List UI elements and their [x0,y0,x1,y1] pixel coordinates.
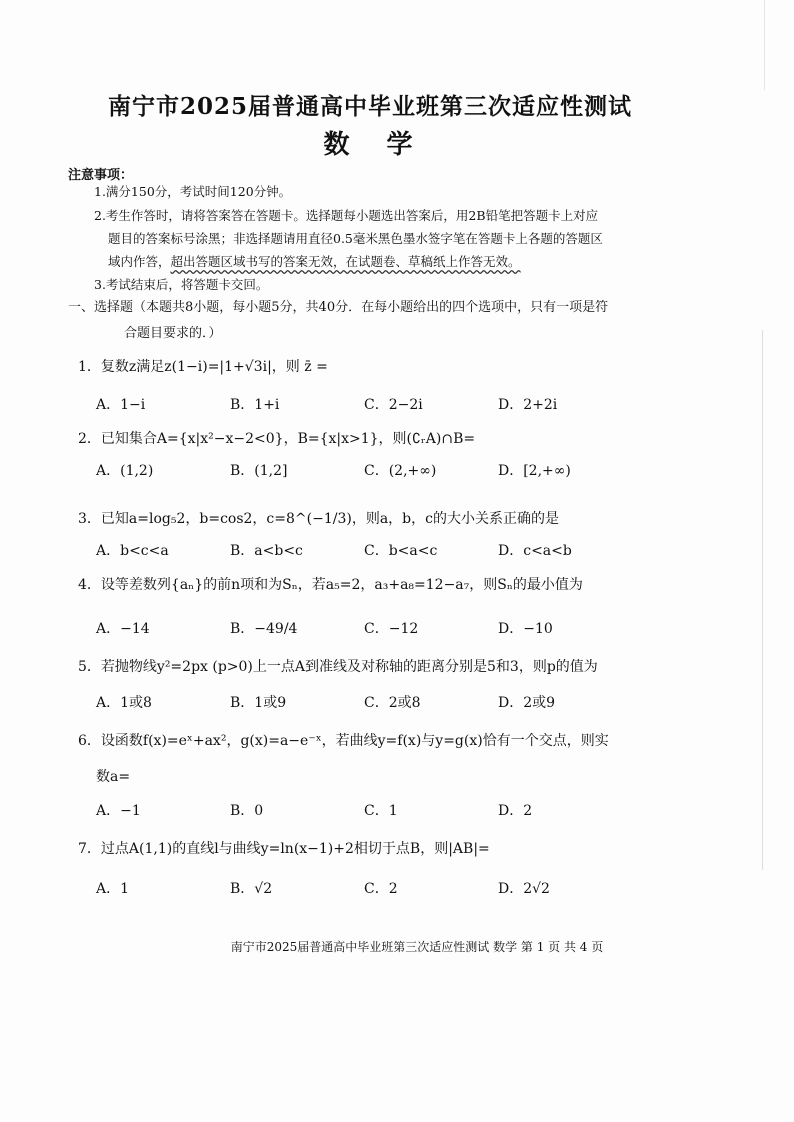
question-3: 3．已知a=log₅2，b=cos2，c=8^(−1/3)，则a，b，c的大小关系正确的是 [78,511,559,527]
note-item-2-cont: 题目的答案标号涂黑；非选择题请用直径0.5毫米黑色墨水签字笔在答题卡上各题的答题区 [108,231,603,246]
q7-option-b: B．√2 [230,881,273,897]
note-item-2-cont2 [108,252,521,270]
q6-option-d: D．2 [498,803,533,819]
question-1-options [96,394,696,414]
q7-option-a: A．1 [96,881,130,897]
q4-option-a: A．−14 [96,621,150,637]
page-footer: 南宁市2025届普通高中毕业班第三次适应性测试 数学 第 1 页 共 4 页 [230,940,604,954]
q1-option-d: D．2+2i [498,397,558,413]
q3-option-d: D．c<a<b [498,543,572,559]
note-item-1: 1.满分150分，考试时间120分钟。 [94,184,292,199]
question-7-options [96,878,696,898]
question-6-cont: 数a= [96,769,131,785]
section-title-cont: 合题目要求的．） [124,326,222,341]
q5-option-b: B．1或9 [230,695,287,711]
question-5: 5．若抛物线y²=2px (p>0)上一点A到准线及对称轴的距离分别是5和3，则p的值为 [78,659,598,675]
q4-option-b: B．−49/4 [230,621,298,637]
question-6: 6．设函数f(x)=eˣ+ax²，g(x)=a−e⁻ˣ，若曲线y=f(x)与y=g(x)恰有一个交点，则实 [78,733,609,749]
exam-title: 南宁市2025届普通高中毕业班第三次适应性测试 [107,93,632,120]
section-title: 一、选择题（本题共8小题，每小题5分，共40分．在每小题给出的四个选项中，只有一项是符 [68,300,609,315]
question-7: 7．过点A(1,1)的直线l与曲线y=ln(x−1)+2相切于点B，则|AB|= [78,841,490,857]
q1-option-a: A．1−i [96,397,146,413]
note-item-2: 2.考生作答时，请将答案答在答题卡。选择题每小题选出答案后，用2B铅笔把答题卡上对应 [94,208,599,223]
q5-option-d: D．2或9 [498,695,556,711]
q6-option-c: C．1 [364,803,398,819]
question-5-options [96,692,696,712]
q7-option-c: C．2 [364,881,398,897]
q1-option-c: C．2−2i [364,397,423,413]
scan-edge [762,330,763,870]
question-3-options [96,540,696,560]
q2-option-b: B．(1,2] [230,463,288,479]
notes-heading: 注意事项： [68,168,134,183]
note-item-2-emphasis: 超出答题区域书写的答案无效，在试题卷、草稿纸上作答无效。 [170,254,521,269]
q7-option-d: D．2√2 [498,881,550,897]
note-item-2-cont2-plain: 域内作答， [108,254,171,269]
q5-option-c: C．2或8 [364,695,421,711]
scan-edge-top [764,0,765,90]
question-2-options [96,460,696,480]
q2-option-d: D．[2,+∞) [498,463,571,479]
q1-option-b: B．1+i [230,397,280,413]
exam-subject: 数 学 [323,130,427,160]
q4-option-c: C．−12 [364,621,419,637]
note-item-3: 3.考试结束后，将答题卡交回。 [94,277,269,292]
question-2: 2．已知集合A={x|x²−x−2<0}，B={x|x>1}，则(∁ᵣA)∩B= [78,431,476,447]
q5-option-a: A．1或8 [96,695,152,711]
question-4: 4．设等差数列{aₙ}的前n项和为Sₙ，若a₅=2，a₃+a₈=12−a₇，则Sₙ的最小值为 [78,577,583,593]
q4-option-d: D．−10 [498,621,553,637]
q2-option-a: A．(1,2) [96,463,154,479]
q2-option-c: C．(2,+∞) [364,463,437,479]
question-4-options [96,618,696,638]
q6-option-b: B．0 [230,803,264,819]
question-1: 1．复数z满足z(1−i)=|1+√3i|，则 z̄ = [78,359,328,375]
question-6-options [96,800,696,820]
q3-option-a: A．b<c<a [96,543,169,559]
q6-option-a: A．−1 [96,803,141,819]
q3-option-b: B．a<b<c [230,543,303,559]
q3-option-c: C．b<a<c [364,543,438,559]
